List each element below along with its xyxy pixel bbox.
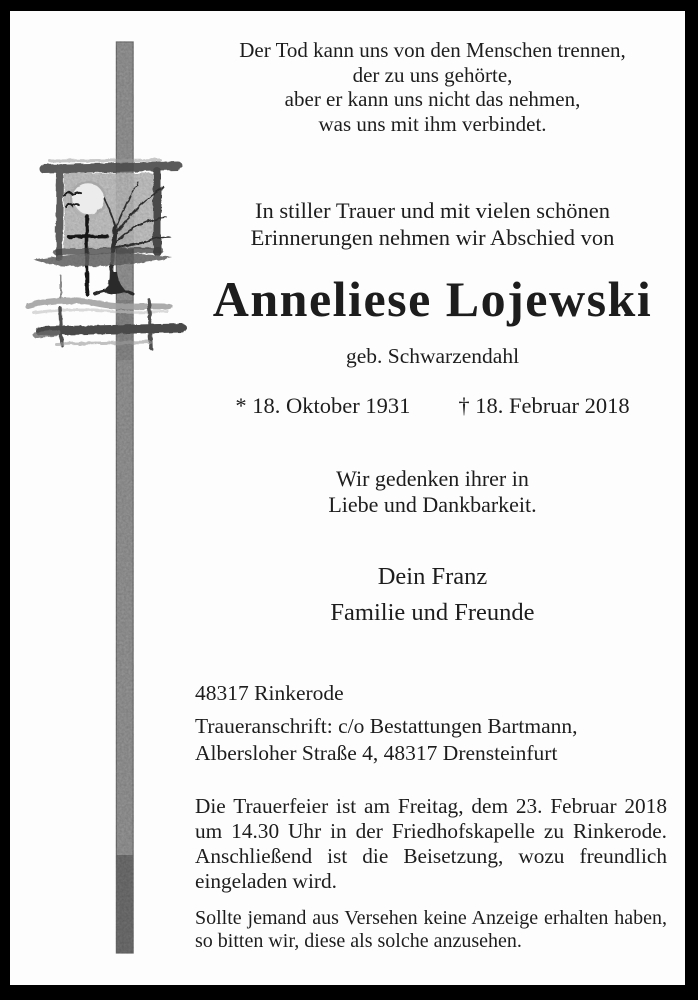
- memorial-sketch: [28, 160, 182, 348]
- address-line: Albersloher Straße 4, 48317 Drensteinfurt: [195, 740, 558, 765]
- remembrance-text: [195, 466, 670, 518]
- death-date: † 18. Februar 2018: [458, 393, 630, 418]
- opening-verse: [195, 38, 670, 136]
- funeral-paragraph: Die Trauerfeier ist am Freitag, dem 23. Februar 2018 um 14.30 Uhr in der Friedhofskapelle zu Rinkerode. Anschließend ist die Beisetzung, wozu freundlich eingeladen wird.: [195, 794, 667, 893]
- wave-strokes: [28, 276, 170, 348]
- city-line: 48317 Rinkerode: [195, 681, 344, 705]
- remembrance-line: Wir gedenken ihrer in: [336, 466, 529, 491]
- sketch-bottom-bar: [36, 328, 182, 344]
- verse-line: Der Tod kann uns von den Menschen trennen,: [239, 38, 626, 62]
- mourner-line: Dein Franz: [377, 563, 488, 590]
- life-dates: [195, 393, 670, 419]
- verse-line: was uns mit ihm verbindet.: [318, 111, 547, 136]
- closing-note: Sollte jemand aus Versehen keine Anzeige erhalten haben, so bitten wir, diese als solche anzusehen.: [195, 907, 667, 952]
- remembrance-line: Liebe und Dankbarkeit.: [328, 492, 537, 517]
- mourners-text: [195, 559, 670, 631]
- ground-stroke: [34, 250, 172, 266]
- address-line: Traueranschrift: c/o Bestattungen Bartmann,: [195, 714, 578, 738]
- intro-text: [195, 197, 670, 251]
- verse-line: der zu uns gehörte,: [352, 62, 513, 87]
- intro-line: In stiller Trauer und mit vielen schönen: [255, 198, 610, 223]
- intro-line: Erinnerungen nehmen wir Abschied von: [250, 225, 615, 250]
- birth-date: * 18. Oktober 1931: [235, 393, 411, 418]
- mourner-line: Familie und Freunde: [330, 599, 535, 626]
- moon-icon: [71, 182, 105, 216]
- mourning-address: [195, 713, 670, 766]
- verse-line: aber er kann uns nicht das nehmen,: [284, 87, 581, 111]
- deceased-name: Anneliese Lojewski: [212, 271, 653, 327]
- maiden-name: geb. Schwarzendahl: [345, 344, 520, 368]
- picture-frame: [59, 171, 157, 258]
- memorial-artwork: [0, 0, 220, 1000]
